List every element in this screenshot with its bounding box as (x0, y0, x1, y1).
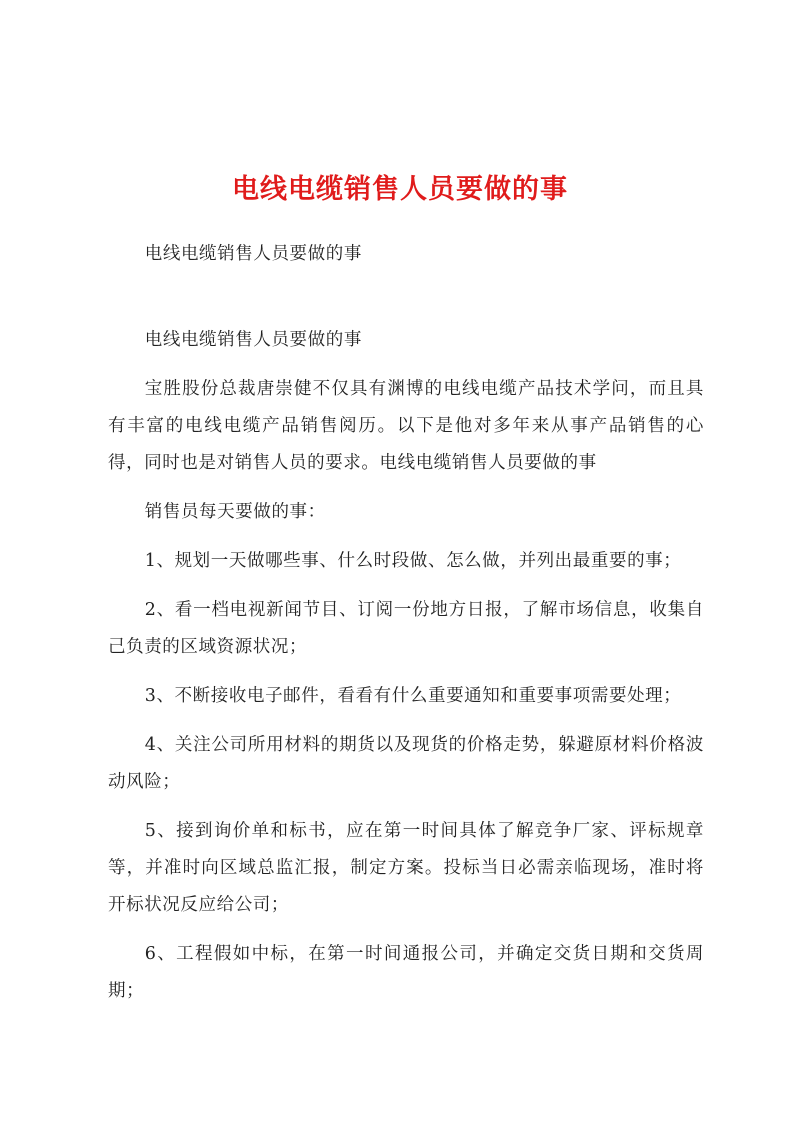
list-item-3: 3、不断接收电子邮件，看看有什么重要通知和重要事项需要处理； (144, 686, 682, 706)
paragraph-subtitle: 电线电缆销售人员要做的事 (144, 244, 362, 264)
paragraph-intro: 宝胜股份总裁唐崇健不仅具有渊博的电线电缆产品技术学问，而且具有丰富的电线电缆产品销售阅历。以下是他对多年来从事产品销售的心得，同时也是对销售人员的要求。电线电缆销售人员要做的事 (108, 379, 704, 473)
paragraph-daily-tasks-heading: 销售员每天要做的事： (144, 502, 326, 522)
document-body (108, 236, 704, 1022)
list-item-5: 5、接到询价单和标书，应在第一时间具体了解竞争厂家、评标规章等，并准时向区域总监汇报，制定方案。投标当日必需亲临现场，准时将开标状况反应给公司； (108, 821, 704, 915)
list-item-2: 2、看一档电视新闻节目、订阅一份地方日报，了解市场信息，收集自己负责的区域资源状况； (108, 600, 704, 657)
list-item-4: 4、关注公司所用材料的期货以及现货的价格走势，躲避原材料价格波动风险； (108, 735, 704, 792)
list-item-6: 6、工程假如中标，在第一时间通报公司，并确定交货日期和交货周期； (108, 944, 704, 1001)
paragraph-heading: 电线电缆销售人员要做的事 (144, 330, 362, 350)
list-item-1: 1、规划一天做哪些事、什么时段做、怎么做，并列出最重要的事； (144, 551, 682, 571)
page-title: 电线电缆销售人员要做的事 (232, 174, 568, 205)
